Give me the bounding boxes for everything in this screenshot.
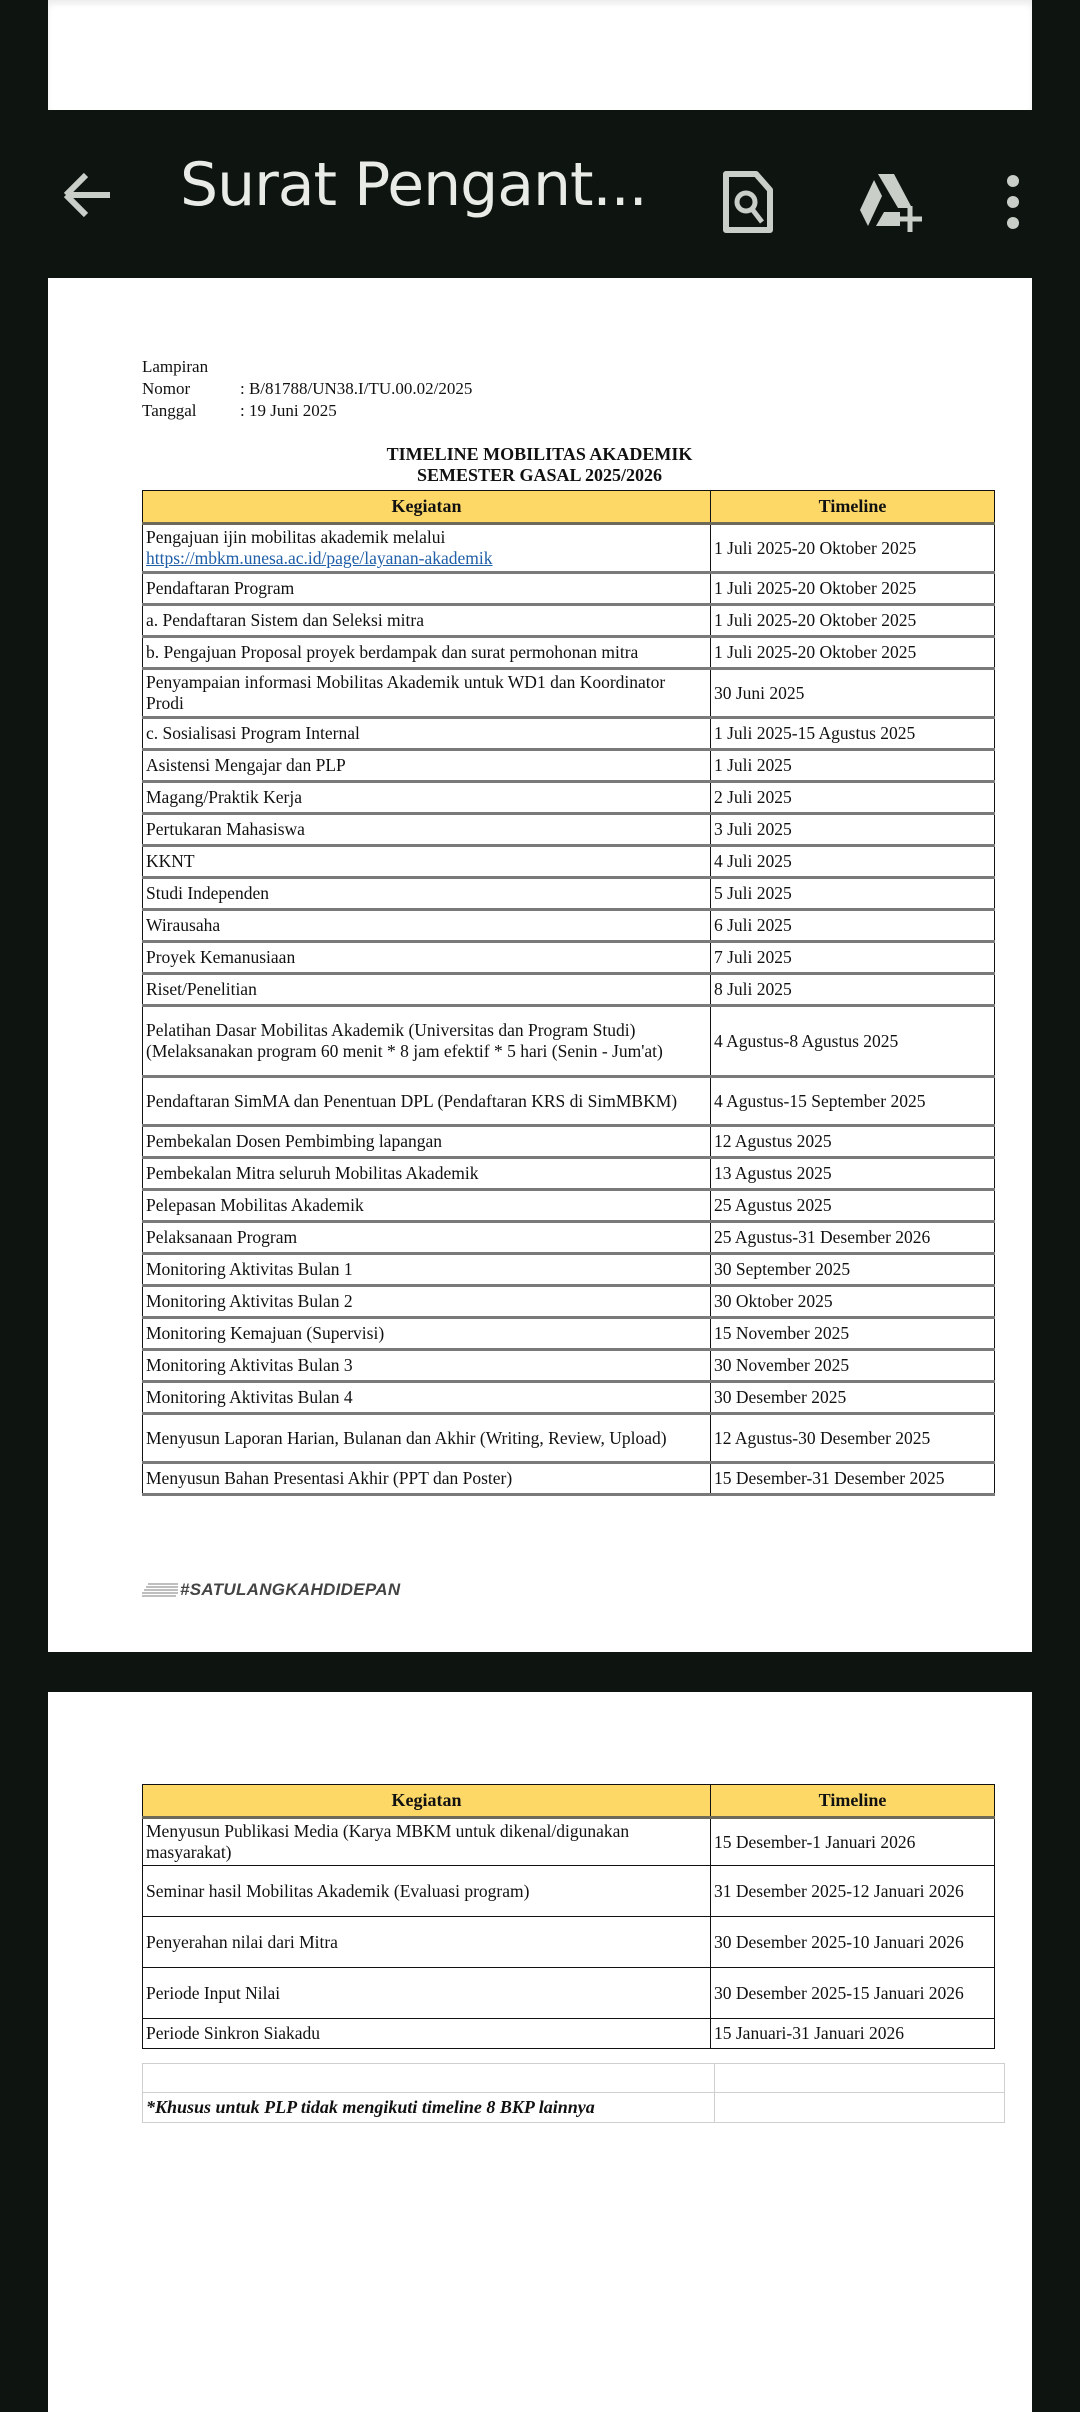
more-vert-icon (998, 174, 1028, 230)
activity-cell (143, 1350, 711, 1382)
timeline-subtitle: SEMESTER GASAL 2025/2026 (416, 465, 663, 485)
timeline-cell: 12 Agustus-30 Desember 2025 (711, 1414, 995, 1463)
activity-text: Pembekalan Dosen Pembimbing lapangan (146, 1131, 442, 1151)
header-kegiatan: Kegiatan (143, 1785, 711, 1818)
activity-text: KKNT (146, 851, 195, 871)
table-row (143, 605, 995, 637)
speed-lines-icon (142, 1583, 178, 1597)
table-row (143, 846, 995, 878)
table-row (143, 750, 995, 782)
activity-cell (143, 718, 711, 750)
table-row (143, 718, 995, 750)
table-row (143, 1818, 995, 1866)
activity-text: Pelatihan Dasar Mobilitas Akademik (Universitas dan Program Studi) (Melaksanakan program 60 menit * 8 jam efektif * 5 hari (Senin - Jum'at) (146, 1020, 663, 1061)
timeline-cell: 4 Agustus-15 September 2025 (711, 1077, 995, 1126)
timeline-cell: 1 Juli 2025 (711, 750, 995, 782)
activity-cell: Periode Input Nilai (143, 1968, 711, 2019)
activity-text: Pertukaran Mahasiswa (146, 819, 305, 839)
table-row (143, 1158, 995, 1190)
meta-row (142, 378, 472, 400)
table-row (143, 878, 995, 910)
back-button[interactable] (58, 165, 118, 225)
meta-value: : B/81788/UN38.I/TU.00.02/2025 (240, 379, 473, 398)
timeline-cell: 6 Juli 2025 (711, 910, 995, 942)
activity-text: Pelaksanaan Program (146, 1227, 298, 1247)
activity-cell (143, 1254, 711, 1286)
activity-text: Wirausaha (146, 915, 221, 935)
hashtag-text: #SATULANGKAHDIDEPAN (180, 1580, 401, 1599)
timeline-cell: 4 Agustus-8 Agustus 2025 (711, 1006, 995, 1077)
search-in-document-button[interactable] (720, 170, 776, 236)
add-to-drive-icon (854, 170, 924, 232)
activity-cell (143, 782, 711, 814)
document-title: Surat Pengant... (180, 150, 647, 220)
activity-cell (143, 1382, 711, 1414)
activity-text: Monitoring Aktivitas Bulan 1 (146, 1259, 353, 1279)
activity-cell (143, 573, 711, 605)
table-row (143, 1414, 995, 1463)
table-row (143, 2019, 995, 2049)
timeline-title: TIMELINE MOBILITAS AKADEMIK (386, 444, 693, 464)
activity-text: c. Sosialisasi Program Internal (146, 723, 360, 743)
table-header-row (143, 491, 995, 524)
activity-text: Monitoring Aktivitas Bulan 2 (146, 1291, 353, 1311)
activity-cell (143, 669, 711, 718)
timeline-cell: 13 Agustus 2025 (711, 1158, 995, 1190)
meta-row (142, 356, 472, 378)
activity-cell (143, 1318, 711, 1350)
letter-metadata (142, 356, 472, 422)
header-kegiatan: Kegiatan (143, 491, 711, 524)
header-timeline: Timeline (711, 1785, 995, 1818)
table-row (143, 974, 995, 1006)
activity-cell (143, 1414, 711, 1463)
timeline-cell: 3 Juli 2025 (711, 814, 995, 846)
activity-cell (143, 878, 711, 910)
activity-cell (143, 974, 711, 1006)
timeline-cell: 25 Agustus-31 Desember 2026 (711, 1222, 995, 1254)
empty-row (143, 2064, 1005, 2093)
previous-page (48, 0, 1032, 110)
timeline-cell: 15 Januari-31 Januari 2026 (711, 2019, 995, 2049)
note-table (142, 2063, 1005, 2123)
table-row (143, 910, 995, 942)
timeline-table-continued (142, 1784, 995, 2049)
timeline-cell: 31 Desember 2025-12 Januari 2026 (711, 1866, 995, 1917)
activity-text: Pendaftaran SimMA dan Penentuan DPL (Pendaftaran KRS di SimMBKM) (146, 1090, 678, 1111)
activity-cell (143, 1126, 711, 1158)
layanan-akademik-link[interactable]: https://mbkm.unesa.ac.id/page/layanan-akademik (146, 548, 493, 568)
meta-label: Nomor (142, 379, 191, 398)
app-toolbar (48, 110, 1032, 278)
activity-cell (143, 1077, 711, 1126)
activity-text: Pendaftaran Program (146, 578, 295, 598)
table-row (143, 1382, 995, 1414)
timeline-cell: 1 Juli 2025-20 Oktober 2025 (711, 524, 995, 573)
table-row (143, 1968, 995, 2019)
activity-cell (143, 1222, 711, 1254)
timeline-cell: 7 Juli 2025 (711, 942, 995, 974)
table-row (143, 1866, 995, 1917)
activity-text: a. Pendaftaran Sistem dan Seleksi mitra (146, 610, 424, 630)
timeline-cell: 30 Desember 2025 (711, 1382, 995, 1414)
timeline-cell: 15 Desember-1 Januari 2026 (711, 1818, 995, 1866)
activity-cell (143, 1286, 711, 1318)
activity-text: Pengajuan ijin mobilitas akademik melalui (146, 527, 446, 547)
activity-cell (143, 910, 711, 942)
activity-text: Asistensi Mengajar dan PLP (146, 755, 346, 775)
timeline-table (142, 490, 995, 1496)
activity-text: Pembekalan Mitra seluruh Mobilitas Akademik (146, 1163, 479, 1183)
table-row (143, 1318, 995, 1350)
table-row (143, 814, 995, 846)
hashtag-footer (142, 1580, 400, 1600)
timeline-cell: 1 Juli 2025-15 Agustus 2025 (711, 718, 995, 750)
timeline-cell: 12 Agustus 2025 (711, 1126, 995, 1158)
table-row (143, 1222, 995, 1254)
activity-cell: Penyerahan nilai dari Mitra (143, 1917, 711, 1968)
timeline-cell: 1 Juli 2025-20 Oktober 2025 (711, 573, 995, 605)
activity-text: Riset/Penelitian (146, 979, 257, 999)
timeline-cell: 5 Juli 2025 (711, 878, 995, 910)
table-row (143, 1917, 995, 1968)
meta-label: Lampiran (142, 357, 209, 376)
search-document-icon (720, 170, 776, 236)
activity-cell (143, 1158, 711, 1190)
activity-text: Monitoring Aktivitas Bulan 3 (146, 1355, 353, 1375)
activity-cell (143, 814, 711, 846)
activity-text: Penyampaian informasi Mobilitas Akademik untuk WD1 dan Koordinator Prodi (146, 672, 666, 713)
plp-note: *Khusus untuk PLP tidak mengikuti timeline 8 BKP lainnya (143, 2093, 715, 2123)
table-row (143, 1350, 995, 1382)
activity-cell (143, 605, 711, 637)
meta-label: Tanggal (142, 401, 197, 420)
table-row (143, 1190, 995, 1222)
timeline-cell: 30 Desember 2025-10 Januari 2026 (711, 1917, 995, 1968)
timeline-cell: 30 Desember 2025-15 Januari 2026 (711, 1968, 995, 2019)
activity-cell: Periode Sinkron Siakadu (143, 2019, 711, 2049)
timeline-cell: 2 Juli 2025 (711, 782, 995, 814)
timeline-cell: 1 Juli 2025-20 Oktober 2025 (711, 637, 995, 669)
activity-cell (143, 637, 711, 669)
timeline-cell: 8 Juli 2025 (711, 974, 995, 1006)
table-row (143, 782, 995, 814)
activity-text: Monitoring Aktivitas Bulan 4 (146, 1387, 353, 1407)
timeline-cell: 15 Desember-31 Desember 2025 (711, 1463, 995, 1495)
activity-cell: Seminar hasil Mobilitas Akademik (Evaluasi program) (143, 1866, 711, 1917)
activity-cell (143, 1190, 711, 1222)
table-row (143, 637, 995, 669)
timeline-cell: 25 Agustus 2025 (711, 1190, 995, 1222)
activity-text: Proyek Kemanusiaan (146, 947, 296, 967)
activity-cell (143, 1463, 711, 1495)
activity-text: Menyusun Laporan Harian, Bulanan dan Akhir (Writing, Review, Upload) (146, 1427, 667, 1448)
table-row (143, 1006, 995, 1077)
table-row (143, 1286, 995, 1318)
table-header-row (143, 1785, 995, 1818)
note-row (143, 2093, 1005, 2123)
add-to-drive-button[interactable] (854, 170, 924, 232)
timeline-cell: 30 Juni 2025 (711, 669, 995, 718)
activity-cell (143, 942, 711, 974)
more-options-button[interactable] (998, 174, 1028, 230)
table-row (143, 1463, 995, 1495)
table-row (143, 1077, 995, 1126)
timeline-cell: 1 Juli 2025-20 Oktober 2025 (711, 605, 995, 637)
activity-text: Menyusun Bahan Presentasi Akhir (PPT dan Poster) (146, 1468, 513, 1488)
timeline-cell: 30 Oktober 2025 (711, 1286, 995, 1318)
activity-text: Magang/Praktik Kerja (146, 787, 302, 807)
table-row (143, 573, 995, 605)
table-row (143, 942, 995, 974)
arrow-left-icon (58, 165, 118, 225)
activity-text: Studi Independen (146, 883, 269, 903)
meta-value: : 19 Juni 2025 (240, 401, 337, 420)
meta-row (142, 400, 472, 422)
header-timeline: Timeline (711, 491, 995, 524)
table-row (143, 1254, 995, 1286)
timeline-cell: 15 November 2025 (711, 1318, 995, 1350)
activity-cell: Menyusun Publikasi Media (Karya MBKM untuk dikenal/digunakan masyarakat) (143, 1818, 711, 1866)
table-row (143, 1126, 995, 1158)
activity-cell (143, 750, 711, 782)
activity-cell (143, 846, 711, 878)
activity-text: Pelepasan Mobilitas Akademik (146, 1195, 364, 1215)
timeline-cell: 30 November 2025 (711, 1350, 995, 1382)
activity-text: b. Pengajuan Proposal proyek berdampak dan surat permohonan mitra (146, 642, 639, 662)
activity-cell (143, 524, 711, 573)
table-row (143, 524, 995, 573)
activity-cell (143, 1006, 711, 1077)
timeline-cell: 30 September 2025 (711, 1254, 995, 1286)
timeline-cell: 4 Juli 2025 (711, 846, 995, 878)
table-row (143, 669, 995, 718)
activity-text: Monitoring Kemajuan (Supervisi) (146, 1323, 385, 1343)
